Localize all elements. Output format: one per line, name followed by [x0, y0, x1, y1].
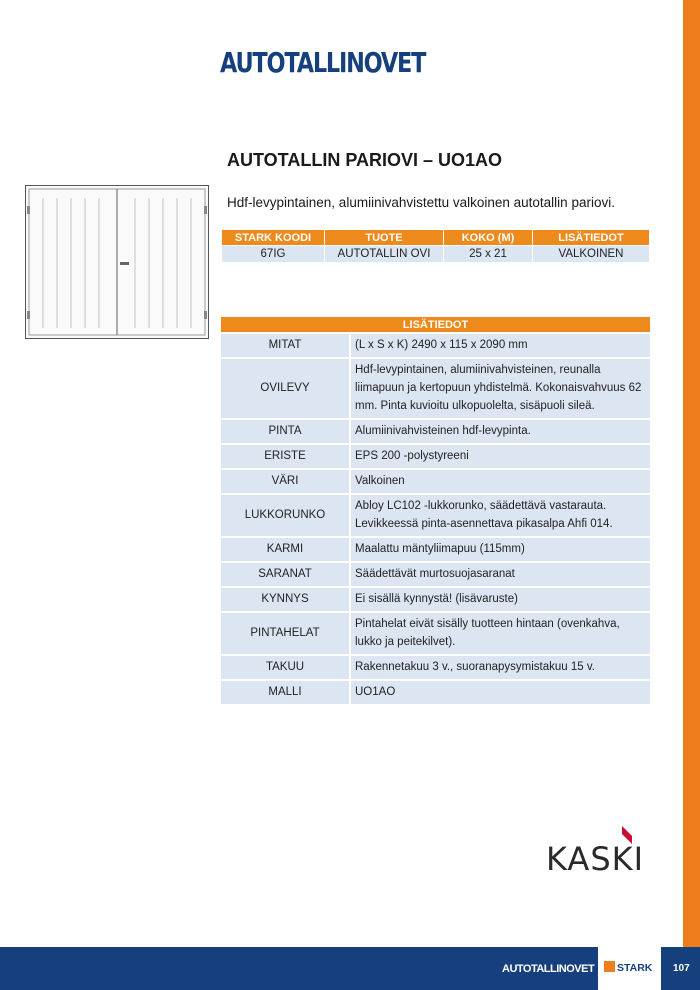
summary-table: [222, 230, 650, 262]
detail-value: Maalattu mäntyliimapuu (115mm): [351, 536, 650, 561]
product-title: AUTOTALLIN PARIOVI – UO1AO: [227, 150, 503, 170]
detail-value: Abloy LC102 -lukkorunko, säädettävä vastarauta. Levikkeessä pinta-asennettava pikasalpa Ahfi 014.: [351, 493, 650, 536]
door-image: [25, 185, 209, 339]
header-extra-info: LISÄTIEDOT: [533, 230, 650, 245]
page-number: 107: [673, 963, 690, 974]
table-row: [221, 586, 650, 611]
table-row: [221, 418, 650, 443]
table-row: [222, 245, 650, 262]
table-row: [221, 654, 650, 679]
detail-value: Ei sisällä kynnystä! (lisävaruste): [351, 586, 650, 611]
table-row: [221, 357, 650, 418]
garage-door-drawing: [26, 186, 208, 338]
stark-logo-text: STARK: [617, 962, 653, 974]
footer-brand-box: [598, 947, 661, 990]
table-row: [221, 561, 650, 586]
detail-value: UO1AO: [351, 679, 650, 704]
detail-value: (L x S x K) 2490 x 115 x 2090 mm: [351, 332, 650, 357]
stark-logo-icon: [604, 961, 615, 972]
page-heading: AUTOTALLINOVET: [220, 46, 426, 79]
header-stark-code: STARK KOODI: [222, 230, 325, 245]
cell-extra-info: VALKOINEN: [533, 245, 650, 262]
details-header-row: [221, 317, 650, 332]
cell-size: 25 x 21: [444, 245, 533, 262]
detail-key: LUKKORUNKO: [221, 493, 351, 536]
detail-key: OVILEVY: [221, 357, 351, 418]
detail-key: ERISTE: [221, 443, 351, 468]
cell-product: AUTOTALLIN OVI: [325, 245, 444, 262]
details-table: [221, 317, 650, 704]
kaski-logo-mark-icon: [620, 826, 634, 844]
detail-key: MALLI: [221, 679, 351, 704]
table-row: [221, 611, 650, 654]
detail-value: Rakennetakuu 3 v., suoranapysymistakuu 15 v.: [351, 654, 650, 679]
detail-key: VÄRI: [221, 468, 351, 493]
detail-value: Alumiinivahvisteinen hdf-levypinta.: [351, 418, 650, 443]
detail-value: Pintahelat eivät sisälly tuotteen hintaan (ovenkahva, lukko ja peitekilvet).: [351, 611, 650, 654]
table-row: [221, 332, 650, 357]
cell-stark-code: 67IG: [222, 245, 325, 262]
detail-value: Säädettävät murtosuojasaranat: [351, 561, 650, 586]
detail-value: EPS 200 -polystyreeni: [351, 443, 650, 468]
table-row: [221, 468, 650, 493]
orange-edge-strip: [683, 0, 700, 990]
table-row: [221, 493, 650, 536]
detail-key: KARMI: [221, 536, 351, 561]
detail-key: PINTA: [221, 418, 351, 443]
kaski-logo: KASKI: [546, 840, 645, 878]
product-description: Hdf-levypintainen, alumiinivahvistettu valkoinen autotallin pariovi.: [227, 195, 615, 210]
detail-key: PINTAHELAT: [221, 611, 351, 654]
table-row: [221, 679, 650, 704]
detail-value: Hdf-levypintainen, alumiinivahvisteinen, reunalla liimapuun ja kertopuun yhdistelmä. Kokonaisvahvuus 62 mm. Pinta kuvioitu ulkopuolelta, sisäpuoli sileä.: [351, 357, 650, 418]
table-row: [221, 443, 650, 468]
detail-key: MITAT: [221, 332, 351, 357]
detail-value: Valkoinen: [351, 468, 650, 493]
header-size: KOKO (M): [444, 230, 533, 245]
details-header: LISÄTIEDOT: [221, 317, 650, 332]
detail-key: SARANAT: [221, 561, 351, 586]
detail-key: TAKUU: [221, 654, 351, 679]
summary-header-row: [222, 230, 650, 245]
detail-key: KYNNYS: [221, 586, 351, 611]
table-row: [221, 536, 650, 561]
footer-section-title: AUTOTALLINOVET: [502, 963, 595, 975]
footer-bar: [0, 947, 700, 990]
header-product: TUOTE: [325, 230, 444, 245]
